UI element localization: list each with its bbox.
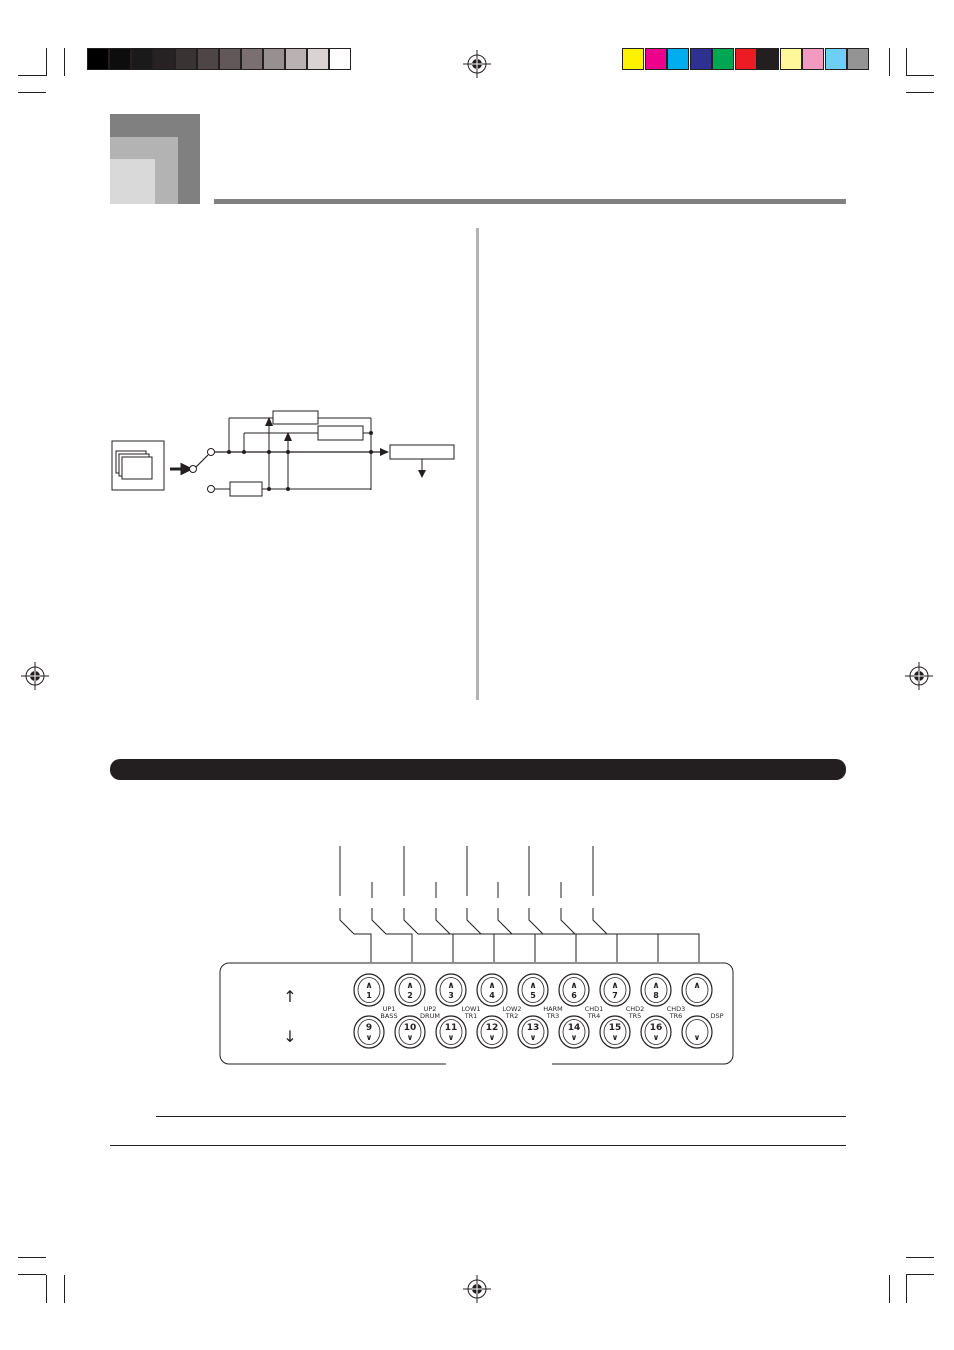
button-panel-illustration (218, 842, 738, 1072)
part-label-top: CHD3 (666, 1005, 686, 1013)
button-top-glyph: 16 (649, 1023, 663, 1033)
crop-mark-bottom-left-h2 (18, 1274, 46, 1275)
leader-line (436, 908, 494, 962)
leader-line (404, 908, 453, 962)
junction-f (369, 450, 373, 454)
button-top-glyph: ∧ (652, 981, 660, 991)
part-label-top: LOW2 (502, 1005, 522, 1013)
part-label-bottom: TR1 (464, 1012, 478, 1020)
column-divider (476, 228, 479, 700)
crop-mark-top-right-v (889, 48, 890, 76)
crop-mark-top-right-h2 (906, 92, 934, 93)
button-bottom-glyph: 6 (571, 991, 577, 1000)
input-arrow (170, 465, 190, 473)
button-bottom-glyph: 8 (653, 991, 659, 1000)
button-top-glyph: ∧ (488, 981, 496, 991)
color-swatch (757, 48, 779, 70)
lower-button-10[interactable] (395, 1016, 425, 1048)
button-top-glyph: ∧ (611, 981, 619, 991)
button-top-glyph: ∧ (570, 981, 578, 991)
chapter-tab-inner (110, 159, 155, 204)
effect-box-3 (230, 482, 262, 496)
crop-mark-bottom-left-v2 (64, 1275, 65, 1303)
switch-blade (196, 455, 208, 467)
color-swatch (780, 48, 802, 70)
gray-swatch (87, 48, 109, 70)
button-bottom-glyph: ∨ (447, 1033, 455, 1042)
junction-a (227, 450, 231, 454)
button-top-glyph: 13 (526, 1023, 540, 1033)
part-label-bottom: DRUM (420, 1012, 440, 1020)
crop-mark-top-left-h2 (18, 92, 46, 93)
crop-mark-bottom-right-v (889, 1275, 890, 1303)
crop-mark-top-right-h (906, 75, 934, 76)
upper-button-7[interactable] (600, 974, 630, 1006)
leader-line (498, 908, 576, 962)
part-label-top: CHD1 (584, 1005, 604, 1013)
part-label-bottom: BASS (380, 1012, 398, 1020)
switch-input-node (190, 466, 197, 473)
button-bottom-glyph: 3 (448, 991, 454, 1000)
registration-target-left (21, 662, 49, 690)
button-bottom-glyph: 7 (612, 991, 618, 1000)
button-bottom-glyph: ∨ (611, 1033, 619, 1042)
output-down-arrow (418, 470, 426, 478)
up-arrow-icon: ↑ (283, 987, 297, 1006)
registration-target-top (463, 50, 491, 78)
upper-button-3[interactable] (436, 974, 466, 1006)
color-swatch (712, 48, 734, 70)
lower-button-15[interactable] (600, 1016, 630, 1048)
lower-button-down[interactable] (682, 1016, 712, 1048)
color-swatch (735, 48, 757, 70)
button-top-glyph: 12 (485, 1023, 499, 1033)
button-top-glyph: ∧ (406, 981, 414, 991)
button-bottom-glyph: ∨ (693, 1033, 701, 1042)
output-arrow (380, 448, 389, 456)
crop-mark-bottom-left-h (18, 1257, 46, 1258)
button-bottom-glyph: 4 (489, 991, 495, 1000)
gray-swatch (175, 48, 197, 70)
button-top-glyph: ∧ (365, 981, 373, 991)
gray-swatch (153, 48, 175, 70)
switch-contact-lower (208, 486, 215, 493)
junction-d (286, 450, 290, 454)
part-label-bottom: TR5 (628, 1012, 642, 1020)
color-swatch (802, 48, 824, 70)
crop-mark-top-left-v2 (64, 48, 65, 76)
source-card-1 (122, 457, 152, 479)
part-label-bottom: TR3 (546, 1012, 560, 1020)
junction-e (369, 431, 373, 435)
note-rule (156, 1116, 846, 1117)
color-swatch (622, 48, 644, 70)
down-arrow-icon: ↓ (283, 1027, 297, 1046)
leader-line (467, 908, 535, 962)
part-label-bottom: TR4 (587, 1012, 601, 1020)
lower-button-9[interactable] (354, 1016, 384, 1048)
button-bottom-glyph: 5 (530, 991, 536, 1000)
leader-lines (340, 846, 699, 962)
color-swatch (667, 48, 689, 70)
upper-button-6[interactable] (559, 974, 589, 1006)
upper-button-1[interactable] (354, 974, 384, 1006)
junction-h (286, 487, 290, 491)
gray-swatch (109, 48, 131, 70)
lower-button-12[interactable] (477, 1016, 507, 1048)
button-bottom-glyph: ∨ (488, 1033, 496, 1042)
button-top-glyph: 10 (403, 1023, 417, 1033)
footer-rule (110, 1145, 846, 1146)
leader-line (372, 908, 412, 962)
color-swatch (825, 48, 847, 70)
part-label-bottom: TR6 (669, 1012, 683, 1020)
section-heading-bar (110, 759, 846, 780)
crop-mark-bottom-right-v2 (906, 1275, 907, 1303)
button-bottom-glyph: 1 (366, 991, 372, 1000)
crop-mark-top-left-v (46, 48, 47, 76)
color-swatch (847, 48, 869, 70)
part-label-top: LOW1 (461, 1005, 481, 1013)
button-top-glyph: ∧ (447, 981, 455, 991)
leader-line (340, 908, 371, 962)
part-label-top: UP1 (382, 1005, 396, 1013)
button-bottom-glyph: ∨ (406, 1033, 414, 1042)
lower-button-13[interactable] (518, 1016, 548, 1048)
lower-button-11[interactable] (436, 1016, 466, 1048)
crop-mark-bottom-left-v (46, 1275, 47, 1303)
part-label-top: CHD2 (625, 1005, 645, 1013)
part-label-bottom: TR2 (505, 1012, 519, 1020)
crop-mark-bottom-right-h (906, 1257, 934, 1258)
registration-target-bottom (463, 1275, 491, 1303)
color-swatch (690, 48, 712, 70)
upper-button-4[interactable] (477, 974, 507, 1006)
registration-target-right (905, 662, 933, 690)
button-bottom-glyph: ∨ (529, 1033, 537, 1042)
upper-button-2[interactable] (395, 974, 425, 1006)
gray-swatch (285, 48, 307, 70)
title-rule (214, 199, 846, 204)
junction-c (267, 450, 271, 454)
part-label-top: UP2 (423, 1005, 437, 1013)
color-swatch (645, 48, 667, 70)
leader-line (529, 908, 617, 962)
button-bottom-glyph: 2 (407, 991, 413, 1000)
part-label-top: HARM (543, 1005, 563, 1013)
button-top-glyph: 9 (365, 1023, 373, 1033)
gray-swatch (329, 48, 351, 70)
upper-button-8[interactable] (641, 974, 671, 1006)
button-top-glyph: ∧ (693, 981, 701, 991)
gray-swatch (131, 48, 153, 70)
lower-button-14[interactable] (559, 1016, 589, 1048)
gray-swatch (307, 48, 329, 70)
button-bottom-glyph: ∨ (365, 1033, 373, 1042)
switch-contact-upper (208, 449, 215, 456)
button-top-glyph: 15 (608, 1023, 622, 1033)
upper-button-up[interactable] (682, 974, 712, 1006)
part-label-bottom: DSP (710, 1012, 724, 1020)
junction-b (242, 450, 246, 454)
gray-swatch (197, 48, 219, 70)
gray-swatch (241, 48, 263, 70)
button-top-glyph: 14 (567, 1023, 581, 1033)
effect-box-1 (273, 411, 318, 424)
crop-mark-bottom-right-h2 (906, 1274, 934, 1275)
crop-mark-top-left-h (18, 75, 46, 76)
button-top-glyph: 11 (444, 1023, 458, 1033)
gray-swatch (263, 48, 285, 70)
button-bottom-glyph: ∨ (570, 1033, 578, 1042)
upper-button-5[interactable] (518, 974, 548, 1006)
output-box (390, 445, 454, 459)
button-top-glyph: ∧ (529, 981, 537, 991)
signal-flow-diagram (110, 408, 470, 498)
junction-g (267, 487, 271, 491)
effect-box-2 (318, 426, 363, 440)
crop-mark-top-right-v2 (906, 48, 907, 76)
leader-line (593, 908, 699, 962)
button-bottom-glyph: ∨ (652, 1033, 660, 1042)
lower-button-16[interactable] (641, 1016, 671, 1048)
panel-frame-gap (446, 1060, 552, 1068)
gray-swatch (219, 48, 241, 70)
